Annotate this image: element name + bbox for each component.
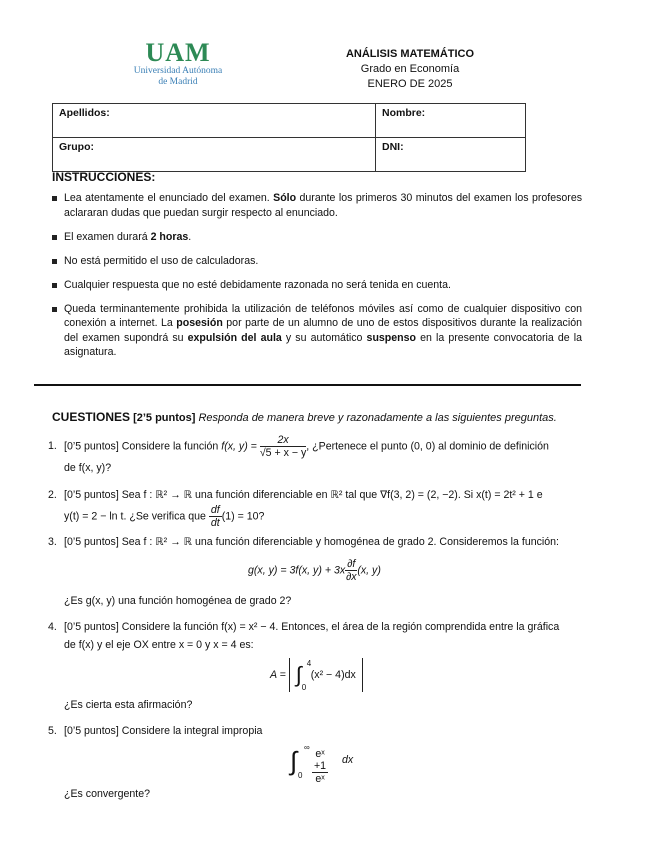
fraction: $\frac{2x}{√5 + x - y}$	[259, 434, 307, 459]
course-title: ANÁLISIS MATEMÁTICO	[345, 48, 475, 60]
apellidos-field[interactable]	[53, 104, 376, 138]
grupo-label: Grupo:	[59, 141, 94, 153]
question-1: 1. [0’5 puntos] Considere la función f(x, y) = $\frac{2x}{√5 + x - y}$ , ¿Pertenece el punto (0, 0) al dominio de definición de f(x, y)?	[48, 434, 582, 477]
question-text: de f(x) y el eje OX entre x = 0 y x = 4 es:	[64, 639, 254, 651]
section-description: Responda de manera breve y razonadamente a las siguientes preguntas.	[198, 412, 557, 424]
question-5: 5. [0’5 puntos] Considere la integral impropia	[48, 722, 582, 740]
student-info-table	[52, 103, 526, 172]
instruction-item: Lea atentamente el enunciado del examen. Sólo durante los primeros 30 minutos del examen los profesores aclararan dudas que puedan surgir respecto al enunciado.	[52, 191, 582, 220]
question-3: 3. [0’5 puntos] Sea f : ℝ² → ℝ una función diferenciable y homogénea de grado 2. Consideremos la función:	[48, 533, 582, 551]
nombre-field[interactable]	[376, 104, 526, 138]
section-divider	[34, 384, 581, 386]
dni-field[interactable]	[376, 138, 526, 172]
question-4-prompt: ¿Es cierta esta afirmación?	[64, 699, 193, 711]
question-number: 2.	[48, 489, 57, 501]
dni-label: DNI:	[382, 141, 404, 153]
equation-g: g(x, y) = 3f(x, y) + 3x $\frac{\partial f}{\partial x}$ (x, y)	[248, 558, 381, 583]
logo-line2: de Madrid	[158, 77, 198, 87]
question-text: y(t) = 2 − ln t. ¿Se verifica que $\frac{df}{dt}$ (1) = 10?	[64, 504, 265, 529]
equation-area: A = ∫ 4 0 (x² − 4)dx	[270, 657, 363, 693]
section-title: CUESTIONES	[52, 410, 131, 424]
question-4: 4. [0’5 puntos] Considere la función f(x) = x² − 4. Entonces, el área de la región comprendida entre la gráfica de f(x) y el eje OX entre x = 0 y x = 4 es:	[48, 618, 582, 654]
question-number: 5.	[48, 725, 57, 737]
exam-date: ENERO DE 2025	[367, 78, 453, 90]
question-3-prompt: ¿Es g(x, y) una función homogénea de grado 2?	[64, 595, 292, 607]
degree-name: Grado en Economía	[360, 63, 460, 75]
question-number: 4.	[48, 621, 57, 633]
exam-header	[330, 47, 490, 92]
logo-line1: Universidad Autónoma	[133, 66, 223, 76]
question-text: de f(x, y)?	[64, 462, 112, 474]
nombre-label: Nombre:	[382, 107, 426, 119]
question-number: 1.	[48, 440, 57, 453]
logo-mark: UAM	[145, 38, 211, 67]
section-points: [2’5 puntos]	[133, 412, 196, 424]
instructions-title: INSTRUCCIONES:	[52, 170, 156, 184]
section-heading	[52, 410, 557, 424]
apellidos-label: Apellidos:	[59, 107, 110, 119]
question-2: 2. [0’5 puntos] Sea f : ℝ² → ℝ una función diferenciable en ℝ² tal que ∇f(3, 2) = (2, −2). Si x(t) = 2t² + 1 e y(t) = 2 − ln t. ¿Se verifica que $\frac{df}{dt}$ (1) = 10?	[48, 486, 582, 529]
instruction-item: Queda terminantemente prohibida la utilización de teléfonos móviles así como de cualquier dispositivo con conexión a internet. La posesión por parte de un alumno de uno de estos dispositivos durante la realización del examen supondrá su expulsión del aula y su automático suspenso en la presente convocatoria de la asignatura.	[52, 302, 582, 360]
question-number: 3.	[48, 536, 57, 548]
question-5-prompt: ¿Es convergente?	[64, 788, 150, 800]
instruction-item: Cualquier respuesta que no esté debidamente razonada no será tenida en cuenta.	[52, 278, 582, 293]
instruction-item: No está permitido el uso de calculadoras.	[52, 254, 582, 269]
instructions-list	[52, 191, 582, 369]
instruction-item: El examen durará 2 horas.	[52, 230, 582, 245]
university-logo	[118, 40, 238, 88]
grupo-field[interactable]	[53, 138, 376, 172]
